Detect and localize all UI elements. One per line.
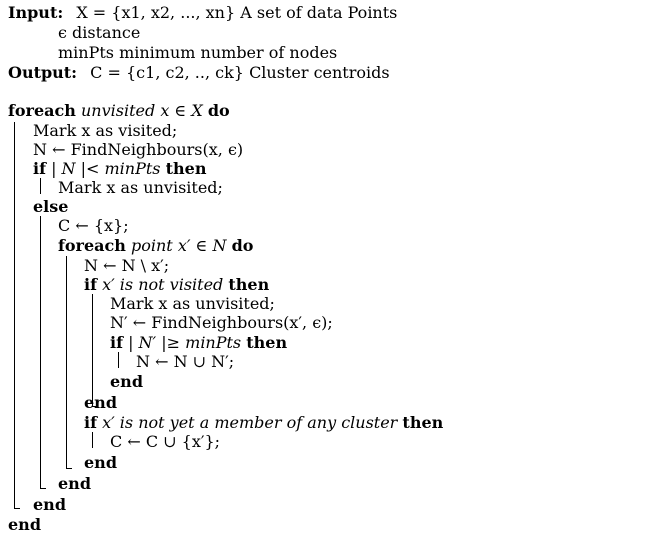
keyword-if: if	[33, 159, 46, 178]
if-condition: | N |< minPts	[51, 159, 161, 178]
keyword-then: then	[165, 159, 207, 178]
statement-line: C ← C ∪ {x′};	[110, 432, 221, 451]
scope-bar-if-minpts	[118, 352, 119, 368]
statement-line: C ← {x};	[58, 216, 129, 235]
scope-bar-if-member	[92, 432, 93, 448]
if-line	[84, 275, 269, 295]
foreach-condition: point x′ ∈ N	[131, 236, 227, 255]
statement-line: N ← N \ x′;	[84, 256, 170, 275]
output-line	[8, 63, 390, 83]
statement-line: Mark x as visited;	[33, 121, 178, 140]
scope-hook	[66, 468, 72, 469]
keyword-then: then	[246, 333, 288, 352]
input-minpts-line: minPts minimum number of nodes	[58, 43, 338, 62]
statement-line: N ← FindNeighbours(x, ϵ)	[33, 140, 244, 159]
statement-line: N ← N ∪ N′;	[136, 352, 235, 371]
scope-bar-else	[40, 216, 41, 488]
input-epsilon-line: ϵ distance	[58, 23, 141, 42]
keyword-then: then	[228, 275, 270, 294]
scope-bar-foreach-outer	[14, 122, 15, 508]
scope-hook	[40, 488, 46, 489]
foreach-condition: unvisited x ∈ X	[81, 101, 203, 120]
keyword-foreach: foreach	[58, 236, 126, 255]
scope-bar-if-not-visited	[92, 294, 93, 406]
keyword-foreach: foreach	[8, 101, 76, 120]
end-line: end	[33, 495, 66, 514]
else-line: else	[33, 197, 69, 216]
end-line: end	[110, 372, 143, 391]
foreach-line	[8, 101, 230, 121]
input-label: Input:	[8, 3, 64, 22]
end-line: end	[58, 474, 91, 493]
statement-line: N′ ← FindNeighbours(x′, ϵ);	[110, 313, 333, 332]
scope-bar-foreach-inner	[66, 256, 67, 468]
keyword-do: do	[207, 101, 230, 120]
if-line	[84, 413, 443, 433]
input-x-text: X = {x1, x2, ..., xn} A set of data Points	[76, 3, 398, 22]
if-line	[110, 333, 287, 353]
input-line	[8, 3, 397, 23]
keyword-if: if	[84, 413, 97, 432]
scope-hook	[14, 508, 20, 509]
output-label: Output:	[8, 63, 78, 82]
keyword-if: if	[110, 333, 123, 352]
statement-line: Mark x as unvisited;	[58, 178, 223, 197]
scope-bar-if-1	[40, 178, 41, 194]
keyword-if: if	[84, 275, 97, 294]
if-line	[33, 159, 206, 179]
if-condition: x′ is not visited	[102, 275, 224, 294]
if-condition: | N′ |≥ minPts	[128, 333, 242, 352]
foreach-line	[58, 236, 253, 256]
keyword-do: do	[231, 236, 254, 255]
end-line: end	[84, 453, 117, 472]
statement-line: Mark x as unvisited;	[110, 294, 275, 313]
end-line: end	[8, 515, 41, 534]
keyword-then: then	[402, 413, 444, 432]
if-condition: x′ is not yet a member of any cluster	[102, 413, 398, 432]
end-line: end	[84, 393, 117, 412]
output-c-text: C = {c1, c2, .., ck} Cluster centroids	[90, 63, 390, 82]
